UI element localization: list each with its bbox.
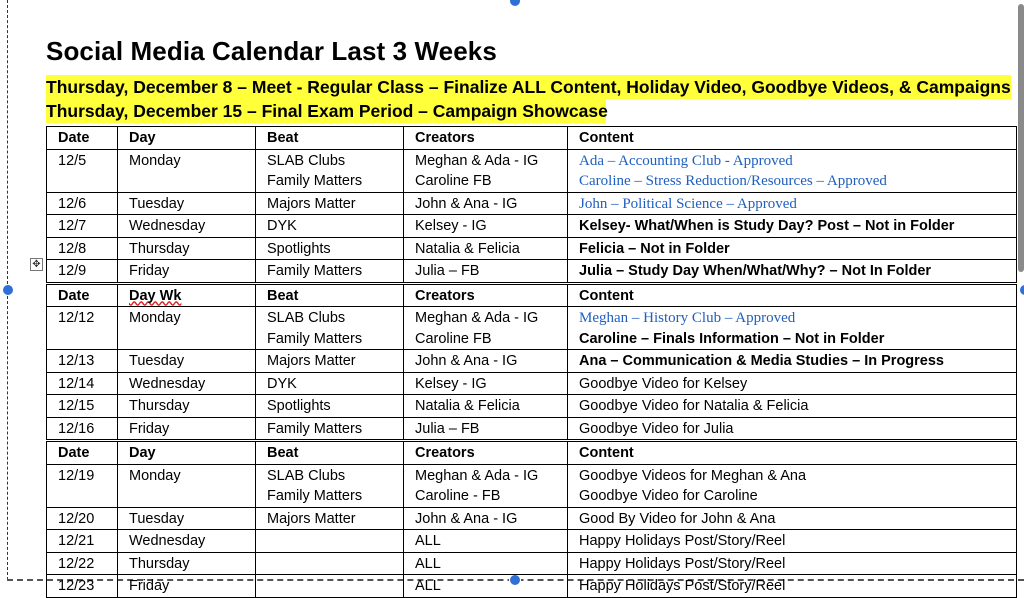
date-text: 12/12 [58, 310, 95, 326]
table-row [47, 464, 1017, 507]
table-row [47, 530, 1017, 553]
beat-text: Family Matters [267, 263, 363, 279]
column-header-beat[interactable] [256, 441, 404, 465]
column-header-creators[interactable] [404, 127, 568, 150]
cell-content[interactable] [568, 575, 1017, 598]
table-row [47, 552, 1017, 575]
content-text: Meghan – History Club – Approved [579, 310, 796, 326]
cell-beat[interactable] [256, 350, 404, 373]
cell-beat[interactable] [256, 237, 404, 260]
cell-day[interactable] [118, 215, 256, 238]
content-text: Happy Holidays Post/Story/Reel [579, 533, 786, 549]
content-text: Ana – Communication & Media Studies – In Progress [579, 353, 944, 369]
column-header-beat[interactable] [256, 283, 404, 307]
cell-date[interactable] [47, 215, 118, 238]
creators-text: Julia – FB [415, 420, 480, 437]
column-header-label: Creators [415, 130, 475, 146]
cell-date[interactable] [47, 507, 118, 530]
resize-handle-left[interactable] [2, 284, 14, 296]
date-text: 12/22 [58, 555, 95, 572]
beat-text: SLAB Clubs [267, 310, 346, 326]
cell-creators[interactable] [404, 395, 568, 418]
beat-text: Family Matters [267, 420, 363, 437]
column-header-label: Date [58, 287, 90, 304]
column-header-label: Content [579, 287, 634, 304]
resize-handle-right[interactable] [1019, 284, 1024, 296]
creators-text: Meghan & Ada - IG [415, 152, 539, 169]
column-header-label: Day [129, 445, 156, 461]
cell-beat[interactable] [256, 552, 404, 575]
creators-text: John & Ana - IG [415, 510, 518, 527]
day-text: Tuesday [129, 195, 185, 212]
cell-creators[interactable] [404, 530, 568, 553]
cell-content[interactable] [568, 215, 1017, 238]
creators-text: ALL [415, 578, 441, 594]
calendar-table [46, 126, 1017, 598]
table-row [47, 260, 1017, 284]
column-header-content[interactable] [568, 283, 1017, 307]
column-header-day[interactable] [118, 283, 256, 307]
creators-text: John & Ana - IG [415, 353, 518, 369]
date-text: 12/5 [58, 152, 87, 169]
cell-content[interactable] [568, 417, 1017, 441]
date-text: 12/23 [58, 578, 95, 594]
cell-content[interactable] [568, 237, 1017, 260]
column-header-label: Day Wk [129, 287, 182, 304]
cell-beat[interactable] [256, 507, 404, 530]
cell-creators[interactable] [404, 552, 568, 575]
column-header-label: Content [579, 445, 634, 461]
day-text: Friday [129, 420, 170, 437]
content-text: Kelsey- What/When is Study Day? Post – Not in Folder [579, 218, 955, 234]
date-text: 12/6 [58, 195, 87, 212]
table-row [47, 417, 1017, 441]
day-text: Wednesday [129, 218, 206, 234]
table-row [47, 307, 1017, 350]
table-row [47, 215, 1017, 238]
date-text: 12/16 [58, 420, 95, 437]
content-text: Goodbye Video for Natalia & Felicia [579, 398, 809, 414]
beat-text: Spotlights [267, 240, 331, 257]
cell-creators[interactable] [404, 260, 568, 284]
cell-content[interactable] [568, 552, 1017, 575]
column-header-label: Content [579, 130, 634, 146]
cell-day[interactable] [118, 464, 256, 507]
day-text: Monday [129, 467, 181, 484]
date-text: 12/8 [58, 240, 87, 257]
column-header-label: Creators [415, 445, 475, 461]
table-row [47, 192, 1017, 215]
content-text: Goodbye Videos for Meghan & Ana [579, 467, 807, 484]
move-icon[interactable]: ✥ [30, 258, 43, 271]
cell-date[interactable] [47, 350, 118, 373]
day-text: Thursday [129, 555, 190, 572]
cell-date[interactable] [47, 395, 118, 418]
highlight-line: Thursday, December 15 – Final Exam Period – Campaign Showcase [46, 101, 608, 121]
cell-beat[interactable] [256, 417, 404, 441]
resize-handle-top[interactable] [509, 0, 521, 7]
creators-text: Meghan & Ada - IG [415, 310, 539, 326]
cell-date[interactable] [47, 417, 118, 441]
cell-creators[interactable] [404, 417, 568, 441]
cell-beat[interactable] [256, 215, 404, 238]
cell-content[interactable] [568, 192, 1017, 215]
day-text: Monday [129, 152, 181, 169]
cell-beat[interactable] [256, 530, 404, 553]
column-header-label: Date [58, 130, 90, 146]
beat-text: Family Matters [267, 488, 363, 504]
cell-creators[interactable] [404, 464, 568, 507]
cell-creators[interactable] [404, 575, 568, 598]
creators-text: ALL [415, 533, 441, 549]
cell-content[interactable] [568, 372, 1017, 395]
beat-text: Majors Matter [267, 195, 356, 212]
table-row [47, 395, 1017, 418]
day-text: Monday [129, 310, 181, 326]
table-row [47, 507, 1017, 530]
cell-day[interactable] [118, 307, 256, 350]
column-header-label: Day [129, 130, 156, 146]
beat-text: DYK [267, 218, 297, 234]
cell-date[interactable] [47, 530, 118, 553]
creators-text: Natalia & Felicia [415, 398, 520, 414]
cell-beat[interactable] [256, 260, 404, 284]
highlight-line: Thursday, December 8 – Meet - Regular Class – Finalize ALL Content, Holiday Video, Goodbye Videos, & Campaigns [46, 77, 1011, 97]
cell-day[interactable] [118, 237, 256, 260]
page-title: Social Media Calendar Last 3 Weeks [46, 36, 497, 66]
cell-date[interactable] [47, 260, 118, 284]
cell-date[interactable] [47, 307, 118, 350]
table-header-row [47, 127, 1017, 150]
table-row [47, 350, 1017, 373]
content-text: Julia – Study Day When/What/Why? – Not In Folder [579, 263, 932, 279]
column-header-label: Beat [267, 130, 299, 146]
cell-day[interactable] [118, 507, 256, 530]
table-header-row [47, 441, 1017, 465]
date-text: 12/19 [58, 467, 95, 484]
cell-date[interactable] [47, 464, 118, 507]
creators-text: ALL [415, 555, 441, 572]
beat-text: Spotlights [267, 398, 331, 414]
column-header-content[interactable] [568, 127, 1017, 150]
beat-text: SLAB Clubs [267, 467, 346, 484]
cell-content[interactable] [568, 507, 1017, 530]
beat-text: Majors Matter [267, 510, 356, 527]
creators-text: Caroline - FB [415, 488, 501, 504]
beat-text: SLAB Clubs [267, 152, 346, 169]
day-text: Tuesday [129, 353, 185, 369]
cell-content[interactable] [568, 149, 1017, 192]
content-text: Felicia – Not in Folder [579, 240, 730, 257]
content-text: Good By Video for John & Ana [579, 510, 776, 527]
table-header-row [47, 283, 1017, 307]
date-text: 12/13 [58, 353, 95, 369]
column-header-label: Beat [267, 287, 299, 304]
content-text: Ada – Accounting Club - Approved [579, 152, 793, 169]
content-text: John – Political Science – Approved [579, 195, 797, 212]
cell-creators[interactable] [404, 307, 568, 350]
column-header-creators[interactable] [404, 283, 568, 307]
content-text: Caroline – Finals Information – Not in Folder [579, 330, 885, 347]
cell-day[interactable] [118, 260, 256, 284]
day-text: Thursday [129, 398, 190, 414]
table-row [47, 237, 1017, 260]
cell-date[interactable] [47, 575, 118, 598]
column-header-content[interactable] [568, 441, 1017, 465]
cell-beat[interactable] [256, 395, 404, 418]
cell-creators[interactable] [404, 372, 568, 395]
content-text: Happy Holidays Post/Story/Reel [579, 555, 786, 572]
cell-creators[interactable] [404, 149, 568, 192]
column-header-date[interactable] [47, 283, 118, 307]
creators-text: Kelsey - IG [415, 218, 487, 234]
cell-day[interactable] [118, 350, 256, 373]
content-text: Goodbye Video for Caroline [579, 488, 758, 504]
cell-day[interactable] [118, 395, 256, 418]
table-row [47, 149, 1017, 192]
cell-day[interactable] [118, 372, 256, 395]
cell-day[interactable] [118, 530, 256, 553]
cell-creators[interactable] [404, 215, 568, 238]
creators-text: Caroline FB [415, 173, 492, 189]
cell-content[interactable] [568, 464, 1017, 507]
beat-text: Family Matters [267, 330, 363, 347]
cell-content[interactable] [568, 530, 1017, 553]
creators-text: John & Ana - IG [415, 195, 518, 212]
day-text: Friday [129, 263, 170, 279]
creators-text: Kelsey - IG [415, 375, 487, 392]
cell-beat[interactable] [256, 307, 404, 350]
cell-day[interactable] [118, 192, 256, 215]
table-row [47, 575, 1017, 598]
column-header-label: Creators [415, 287, 475, 304]
cell-creators[interactable] [404, 237, 568, 260]
cell-day[interactable] [118, 575, 256, 598]
column-header-label: Beat [267, 445, 299, 461]
date-text: 12/20 [58, 510, 95, 527]
date-text: 12/14 [58, 375, 95, 392]
beat-text: Majors Matter [267, 353, 356, 369]
date-text: 12/21 [58, 533, 95, 549]
cell-beat[interactable] [256, 149, 404, 192]
date-text: 12/9 [58, 263, 87, 279]
cell-creators[interactable] [404, 192, 568, 215]
cell-day[interactable] [118, 417, 256, 441]
cell-date[interactable] [47, 372, 118, 395]
cell-creators[interactable] [404, 350, 568, 373]
cell-date[interactable] [47, 237, 118, 260]
column-header-day[interactable] [118, 127, 256, 150]
day-text: Wednesday [129, 375, 206, 392]
vertical-scrollbar[interactable] [1018, 4, 1024, 272]
column-header-beat[interactable] [256, 127, 404, 150]
day-text: Friday [129, 578, 170, 594]
content-text: Goodbye Video for Julia [579, 420, 734, 437]
column-header-day[interactable] [118, 441, 256, 465]
cell-creators[interactable] [404, 507, 568, 530]
column-header-date[interactable] [47, 441, 118, 465]
cell-day[interactable] [118, 149, 256, 192]
cell-beat[interactable] [256, 372, 404, 395]
date-text: 12/15 [58, 398, 95, 414]
content-text: Caroline – Stress Reduction/Resources – Approved [579, 173, 887, 189]
day-text: Tuesday [129, 510, 185, 527]
cell-date[interactable] [47, 552, 118, 575]
cell-content[interactable] [568, 395, 1017, 418]
day-text: Wednesday [129, 533, 206, 549]
column-header-creators[interactable] [404, 441, 568, 465]
cell-date[interactable] [47, 149, 118, 192]
creators-text: Julia – FB [415, 263, 480, 279]
creators-text: Caroline FB [415, 330, 492, 347]
creators-text: Meghan & Ada - IG [415, 467, 539, 484]
content-text: Goodbye Video for Kelsey [579, 375, 748, 392]
cell-content[interactable] [568, 350, 1017, 373]
beat-text: DYK [267, 375, 297, 392]
creators-text: Natalia & Felicia [415, 240, 520, 257]
cell-beat[interactable] [256, 192, 404, 215]
cell-beat[interactable] [256, 464, 404, 507]
cell-content[interactable] [568, 260, 1017, 284]
table-row [47, 372, 1017, 395]
content-text: Happy Holidays Post/Story/Reel [579, 578, 786, 594]
cell-content[interactable] [568, 307, 1017, 350]
cell-day[interactable] [118, 552, 256, 575]
day-text: Thursday [129, 240, 190, 257]
beat-text: Family Matters [267, 173, 363, 189]
cell-beat[interactable] [256, 575, 404, 598]
date-text: 12/7 [58, 218, 87, 234]
column-header-date[interactable] [47, 127, 118, 150]
column-header-label: Date [58, 445, 90, 461]
cell-date[interactable] [47, 192, 118, 215]
